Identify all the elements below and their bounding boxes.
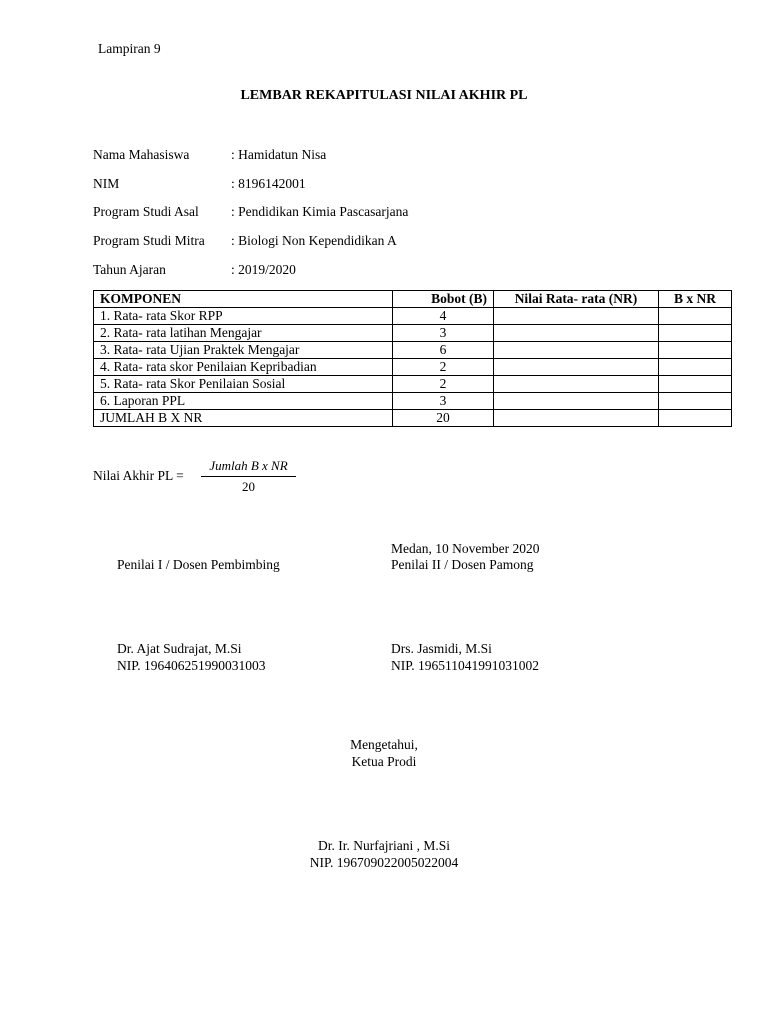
recap-table — [93, 290, 732, 427]
bobot-cell: 2 — [393, 359, 494, 376]
bxnr-cell — [659, 325, 732, 342]
komponen-cell: 3. Rata- rata Ujian Praktek Mengajar — [94, 342, 393, 359]
assessor2-nip: NIP. 196511041991031002 — [391, 658, 540, 673]
origin-program-value: : Pendidikan Kimia Pascasarjana — [231, 204, 409, 219]
bobot-cell: 4 — [393, 308, 494, 325]
nim-value: : 8196142001 — [231, 176, 306, 191]
assessor2-role: Penilai II / Dosen Pamong — [391, 557, 534, 572]
total-bxnr-cell — [659, 410, 732, 427]
komponen-cell: 5. Rata- rata Skor Penilaian Sosial — [94, 376, 393, 393]
header-komponen: KOMPONEN — [94, 291, 393, 308]
nr-cell — [494, 342, 659, 359]
bobot-cell: 2 — [393, 376, 494, 393]
formula-numerator: Jumlah B x NR — [201, 458, 296, 477]
table-row — [94, 393, 732, 410]
formula-fraction — [201, 458, 296, 495]
bobot-cell: 6 — [393, 342, 494, 359]
bxnr-cell — [659, 308, 732, 325]
table-row — [94, 359, 732, 376]
assessor1-nip: NIP. 196406251990031003 — [117, 658, 266, 673]
header-b-x-nr: B x NR — [659, 291, 732, 308]
komponen-cell: 4. Rata- rata skor Penilaian Kepribadian — [94, 359, 393, 376]
attachment-label: Lampiran 9 — [98, 41, 161, 56]
nr-cell — [494, 325, 659, 342]
nr-cell — [494, 359, 659, 376]
bobot-cell: 3 — [393, 393, 494, 410]
table-row — [94, 308, 732, 325]
total-label-cell: JUMLAH B X NR — [94, 410, 393, 427]
head-nip: NIP. 196709022005022004 — [309, 855, 459, 870]
bxnr-cell — [659, 393, 732, 410]
bxnr-cell — [659, 376, 732, 393]
partner-program-value: : Biologi Non Kependidikan A — [231, 233, 397, 248]
nr-cell — [494, 376, 659, 393]
place-date: Medan, 10 November 2020 — [391, 541, 540, 556]
komponen-cell: 6. Laporan PPL — [94, 393, 393, 410]
bxnr-cell — [659, 342, 732, 359]
academic-year-value: : 2019/2020 — [231, 262, 296, 277]
header-nilai-rata-rata: Nilai Rata- rata (NR) — [494, 291, 659, 308]
table-row — [94, 376, 732, 393]
bobot-cell: 3 — [393, 325, 494, 342]
assessor1-role: Penilai I / Dosen Pembimbing — [117, 557, 280, 572]
assessor1-name: Dr. Ajat Sudrajat, M.Si — [117, 641, 242, 656]
origin-program-label: Program Studi Asal — [93, 204, 199, 219]
partner-program-label: Program Studi Mitra — [93, 233, 205, 248]
total-bobot-cell: 20 — [393, 410, 494, 427]
table-header-row — [94, 291, 732, 308]
bxnr-cell — [659, 359, 732, 376]
table-row — [94, 325, 732, 342]
student-name-value: : Hamidatun Nisa — [231, 147, 327, 162]
nr-cell — [494, 308, 659, 325]
nim-label: NIM — [93, 176, 120, 191]
header-bobot: Bobot (B) — [393, 291, 494, 308]
table-row — [94, 342, 732, 359]
total-nr-cell — [494, 410, 659, 427]
komponen-cell: 2. Rata- rata latihan Mengajar — [94, 325, 393, 342]
assessor2-name: Drs. Jasmidi, M.Si — [391, 641, 492, 656]
formula-label: Nilai Akhir PL = — [93, 468, 184, 483]
acknowledged-label: Mengetahui, — [350, 737, 418, 752]
academic-year-label: Tahun Ajaran — [93, 262, 166, 277]
komponen-cell: 1. Rata- rata Skor RPP — [94, 308, 393, 325]
student-name-label: Nama Mahasiswa — [93, 147, 190, 162]
head-name: Dr. Ir. Nurfajriani , M.Si — [318, 838, 450, 853]
nr-cell — [494, 393, 659, 410]
formula-denominator: 20 — [242, 479, 255, 494]
document-title: LEMBAR REKAPITULASI NILAI AKHIR PL — [240, 88, 528, 103]
table-total-row — [94, 410, 732, 427]
head-title: Ketua Prodi — [351, 754, 417, 769]
